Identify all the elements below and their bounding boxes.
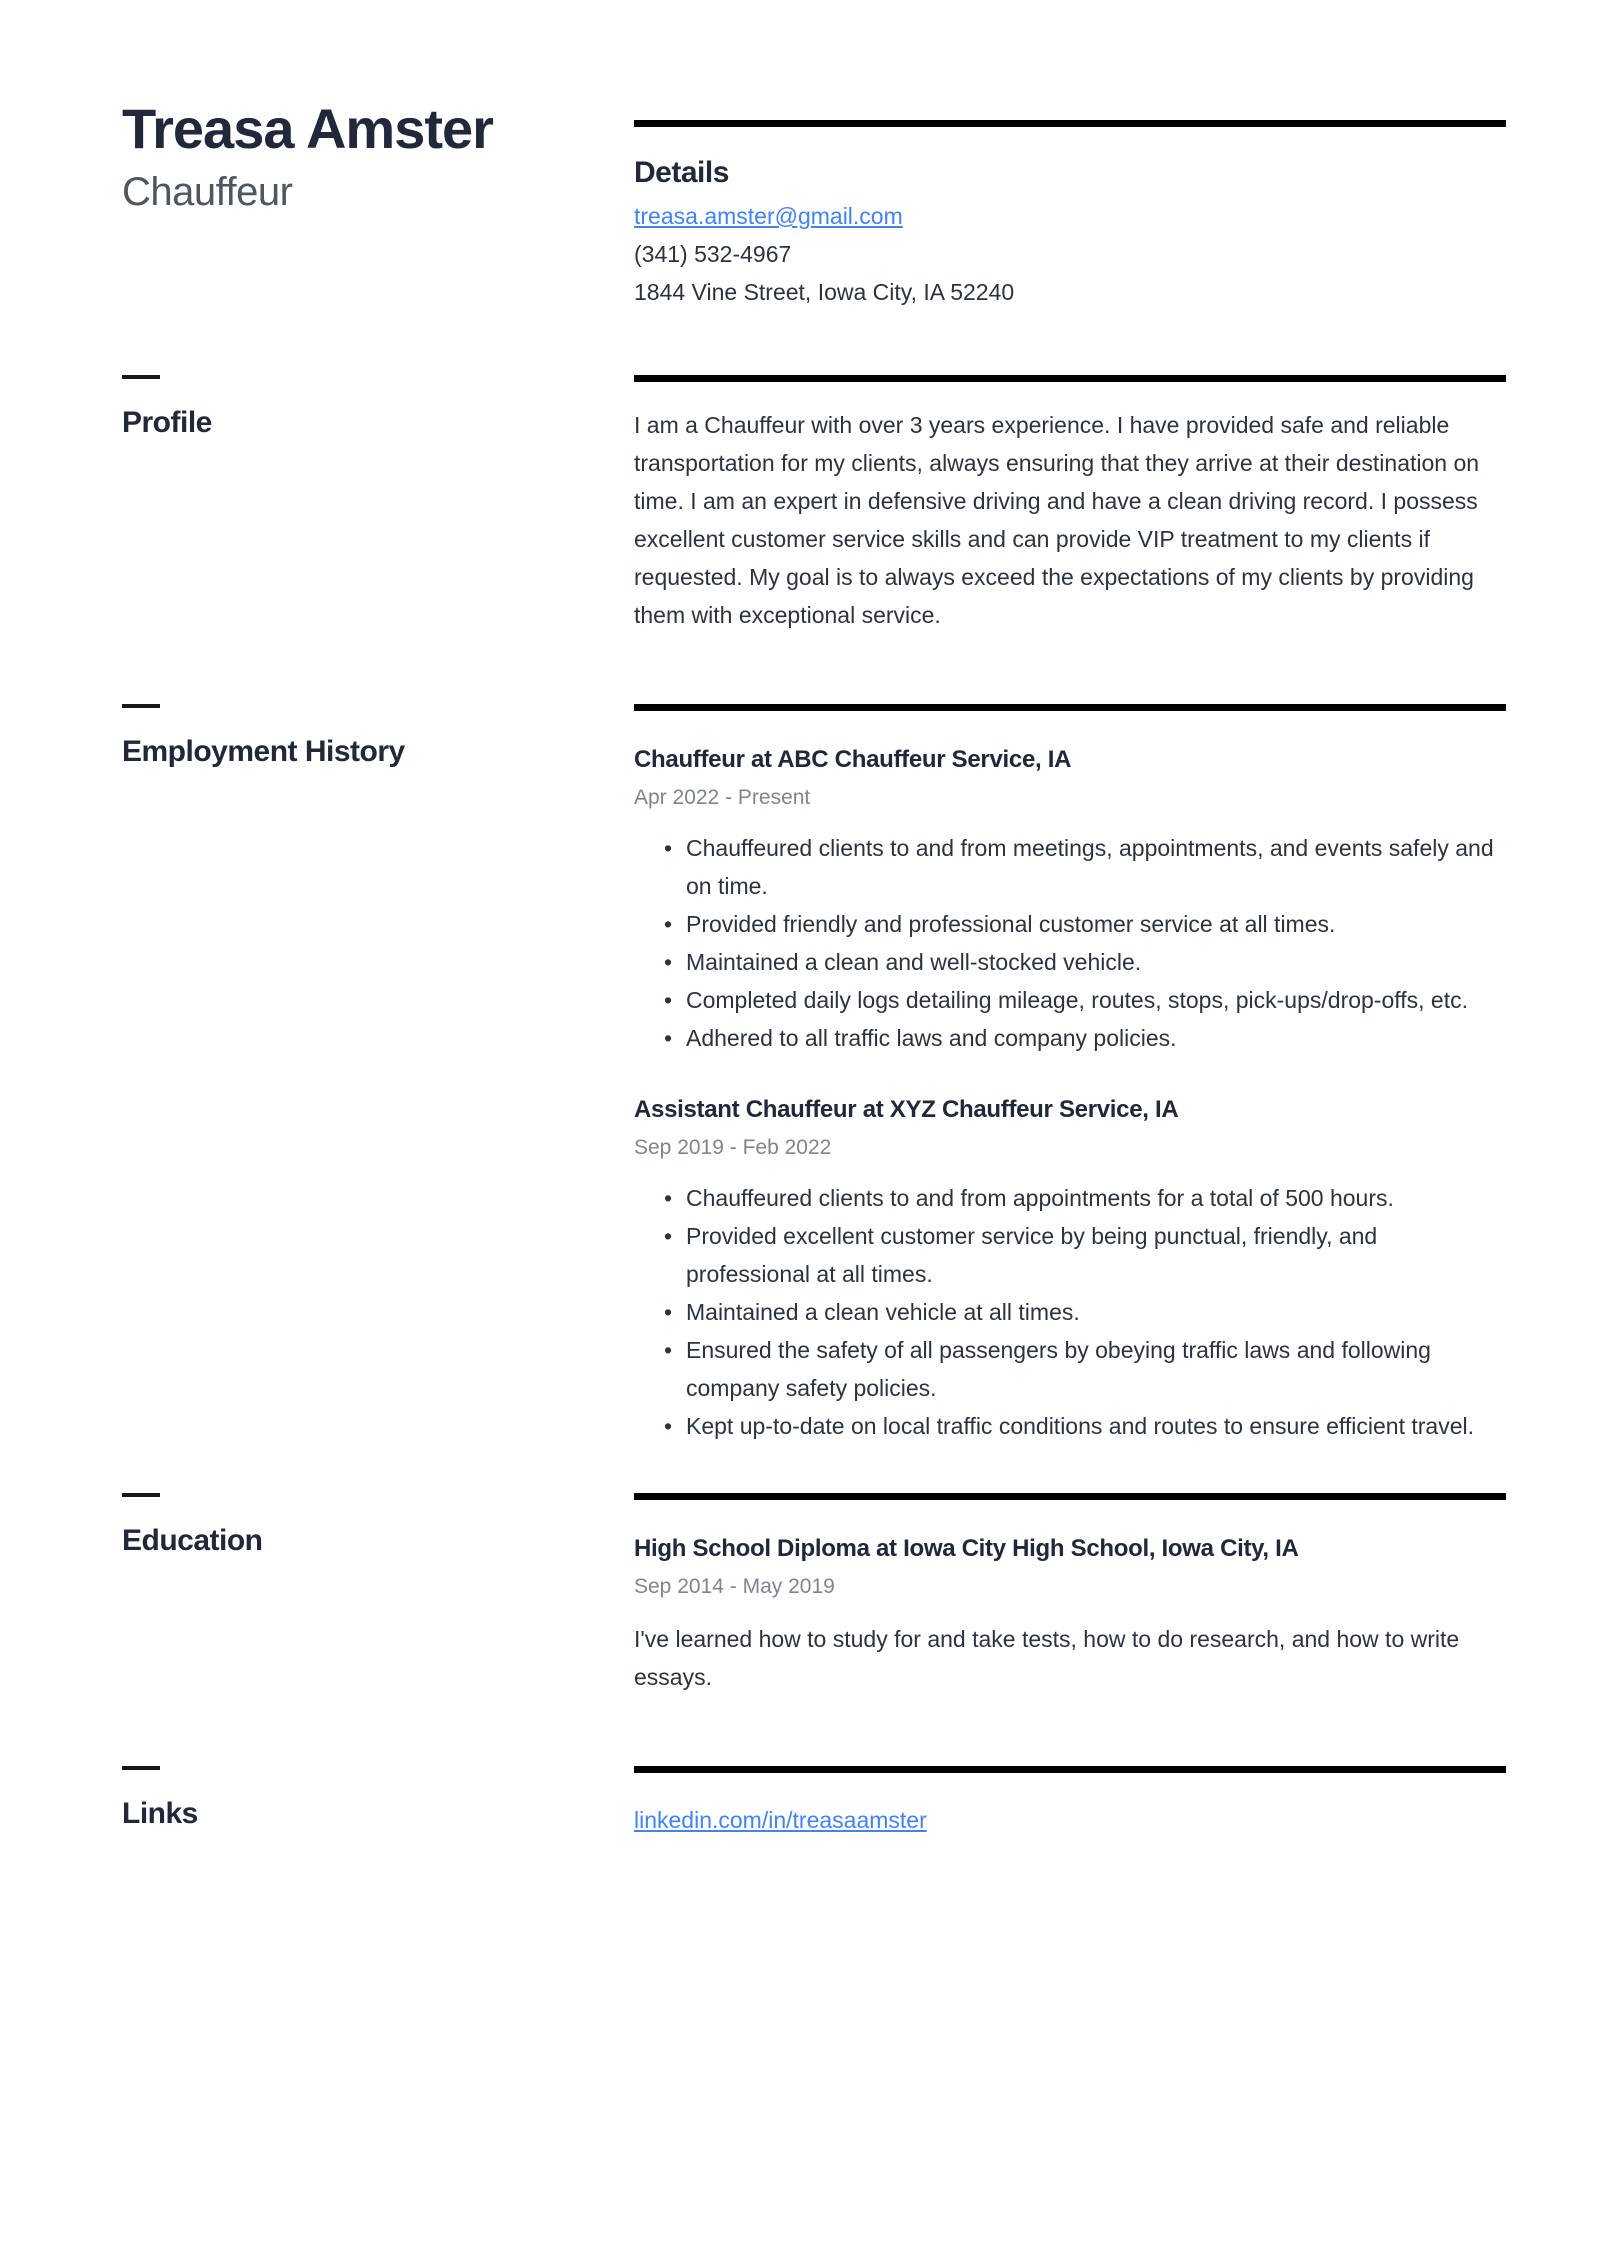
person-job-title: Chauffeur [122,170,293,214]
section-rule [634,375,1506,382]
job-title: Chauffeur at ABC Chauffeur Service, IA [634,746,1072,773]
education-description: I've learned how to study for and take tests, how to do research, and how to write essays. [634,1626,1460,1690]
education-degree: High School Diploma at Iowa City High School, Iowa City, IA [634,1535,1299,1562]
profile-content [634,375,1506,634]
employment-heading: Employment History [122,735,405,768]
employment-label [122,704,634,770]
education-heading: Education [122,1524,263,1557]
education-entry [634,1532,1506,1696]
education-label [122,1493,634,1559]
links-label [122,1766,634,1832]
employment-content [634,704,1506,1445]
education-content [634,1493,1506,1696]
profile-text: I am a Chauffeur with over 3 years experience. I have provided safe and reliable transportation for my clients, always ensuring that they arrive at their destination on time. I am an expert in defensive driving and have a clean driving record. I possess excellent customer service skills and can provide VIP treatment to my clients if requested. My goal is to always exceed the expectations of my clients by providing them with exceptional service. [634,412,1480,628]
job-entry [634,1093,1506,1445]
links-heading: Links [122,1797,198,1830]
section-dash [122,375,160,379]
job-bullet: • Chauffeured clients to and from meetings, appointments, and events safely and on time. [686,829,1506,905]
header-left [122,96,634,216]
person-name: Treasa Amster [122,97,493,160]
section-rule [634,1766,1506,1773]
profile-label [122,375,634,441]
job-bullet: • Ensured the safety of all passengers by obeying traffic laws and following company safety policies. [686,1331,1506,1407]
contact-list [634,197,1506,311]
profile-heading: Profile [122,406,212,439]
contact-address: 1844 Vine Street, Iowa City, IA 52240 [634,279,1015,305]
email-link[interactable]: treasa.amster@gmail.com [634,203,903,229]
education-dates: Sep 2014 - May 2019 [634,1575,835,1598]
job-bullet-list [634,829,1506,1057]
job-bullet: • Adhered to all traffic laws and company policies. [686,1019,1506,1057]
section-dash [122,1766,160,1770]
links-list [634,1801,1506,1839]
contact-phone: (341) 532-4967 [634,241,792,267]
job-bullet: • Kept up-to-date on local traffic conditions and routes to ensure efficient travel. [686,1407,1506,1445]
profile-section [122,375,1506,634]
section-rule [634,704,1506,711]
job-dates: Apr 2022 - Present [634,786,811,809]
job-dates: Sep 2019 - Feb 2022 [634,1136,832,1159]
job-bullet: • Maintained a clean vehicle at all times. [686,1293,1506,1331]
links-content [634,1766,1506,1839]
section-rule [634,120,1506,127]
job-title: Assistant Chauffeur at XYZ Chauffeur Service, IA [634,1096,1179,1123]
section-rule [634,1493,1506,1500]
job-bullet: • Chauffeured clients to and from appointments for a total of 500 hours. [686,1179,1506,1217]
details-block [634,96,1506,311]
job-entry [634,743,1506,1057]
links-section [122,1766,1506,1839]
job-bullet: • Completed daily logs detailing mileage, routes, stops, pick-ups/drop-offs, etc. [686,981,1506,1019]
linkedin-link[interactable]: linkedin.com/in/treasaamster [634,1807,927,1833]
section-dash [122,704,160,708]
job-bullet: • Provided excellent customer service by being punctual, friendly, and professional at all times. [686,1217,1506,1293]
job-bullet: • Provided friendly and professional customer service at all times. [686,905,1506,943]
contact-email-item [634,197,1506,235]
details-heading: Details [634,156,729,189]
section-dash [122,1493,160,1497]
education-section [122,1493,1506,1696]
job-bullet: • Maintained a clean and well-stocked vehicle. [686,943,1506,981]
header-section [122,96,1506,311]
employment-section [122,704,1506,1445]
job-bullet-list [634,1179,1506,1445]
